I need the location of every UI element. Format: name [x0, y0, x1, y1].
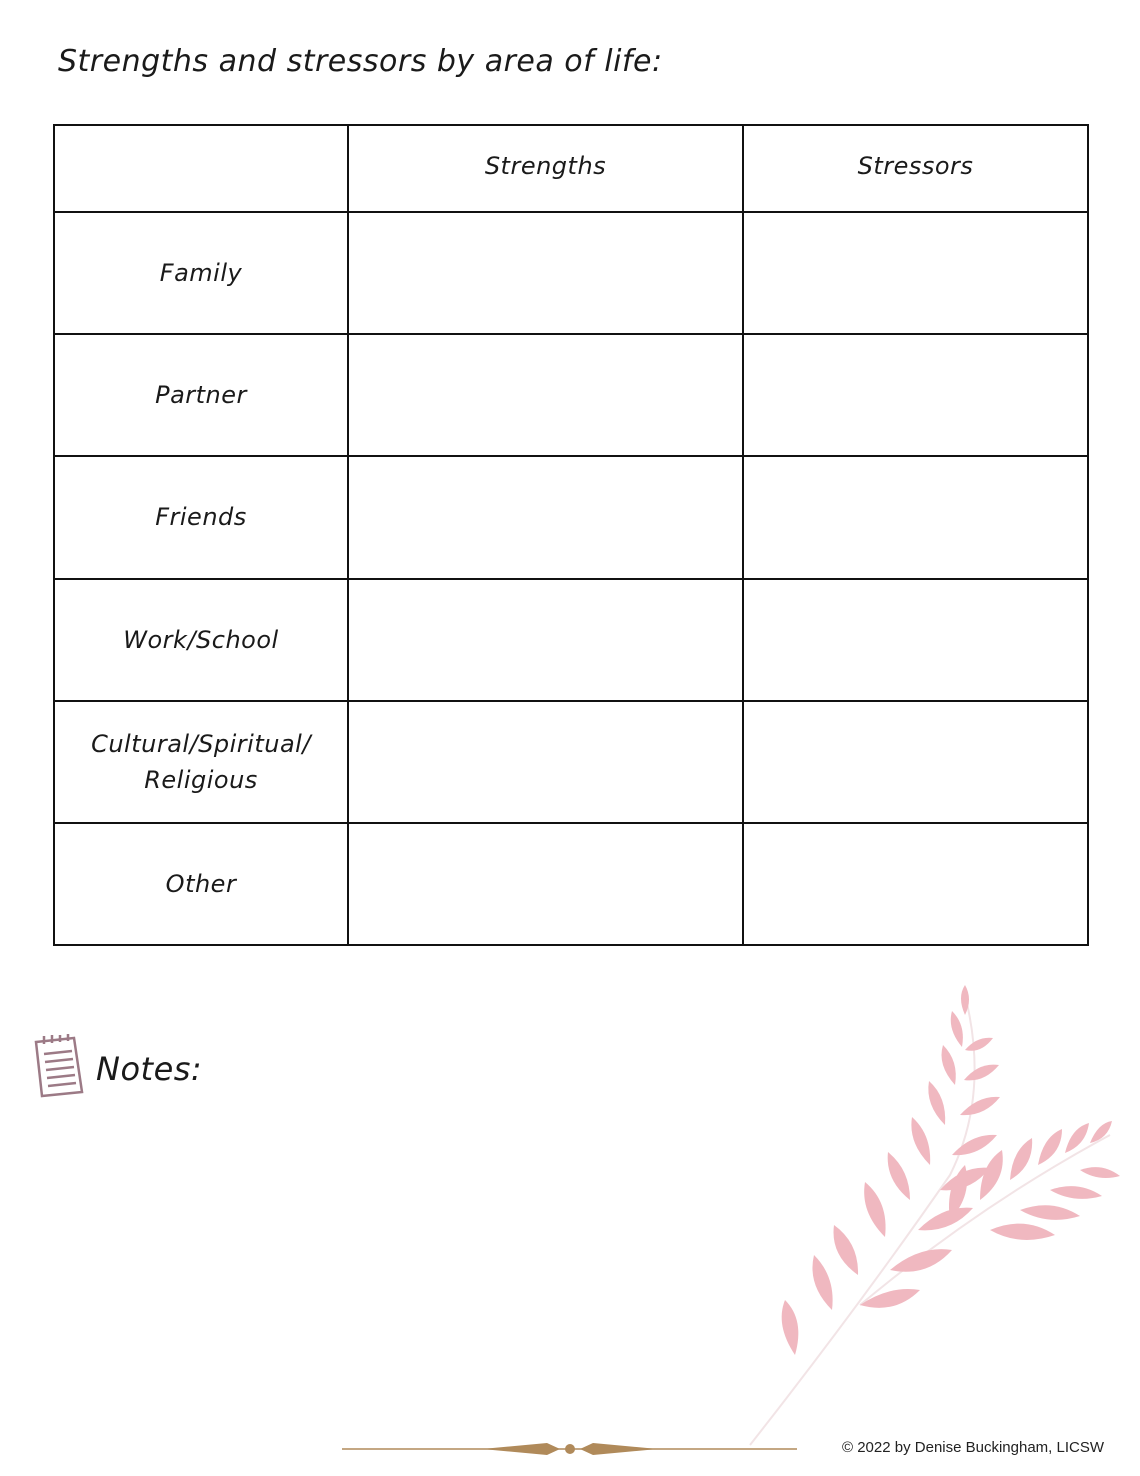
table-row	[54, 823, 1088, 945]
table-header-row	[54, 125, 1088, 212]
strengths-cell-friends[interactable]	[348, 456, 743, 578]
stressors-cell-cultural[interactable]	[743, 701, 1088, 823]
strengths-cell-family[interactable]	[348, 212, 743, 334]
area-label-friends: Friends	[54, 456, 348, 578]
copyright-footer: © 2022 by Denise Buckingham, LICSW	[842, 1439, 1105, 1456]
strengths-cell-work-school[interactable]	[348, 579, 743, 701]
strengths-cell-cultural[interactable]	[348, 701, 743, 823]
area-label-cultural: Cultural/Spiritual/ Religious	[54, 701, 348, 823]
header-stressors: Stressors	[743, 125, 1088, 212]
page-title: Strengths and stressors by area of life:	[58, 44, 663, 79]
notes-label: Notes:	[96, 1050, 203, 1088]
strengths-cell-other[interactable]	[348, 823, 743, 945]
strengths-cell-partner[interactable]	[348, 334, 743, 456]
stressors-cell-friends[interactable]	[743, 456, 1088, 578]
notepad-icon	[32, 1034, 86, 1104]
stressors-cell-other[interactable]	[743, 823, 1088, 945]
strengths-stressors-table	[53, 124, 1089, 946]
area-label-family: Family	[54, 212, 348, 334]
area-label-work-school: Work/School	[54, 579, 348, 701]
stressors-cell-family[interactable]	[743, 212, 1088, 334]
footer-divider	[342, 1438, 802, 1460]
table-row	[54, 334, 1088, 456]
area-label-other: Other	[54, 823, 348, 945]
decorative-branch-icon	[740, 975, 1130, 1455]
stressors-cell-work-school[interactable]	[743, 579, 1088, 701]
area-label-partner: Partner	[54, 334, 348, 456]
notes-section	[32, 1034, 202, 1104]
table-row	[54, 456, 1088, 578]
header-area	[54, 125, 348, 212]
table-row	[54, 579, 1088, 701]
table-row	[54, 212, 1088, 334]
stressors-cell-partner[interactable]	[743, 334, 1088, 456]
table-row	[54, 701, 1088, 823]
header-strengths: Strengths	[348, 125, 743, 212]
